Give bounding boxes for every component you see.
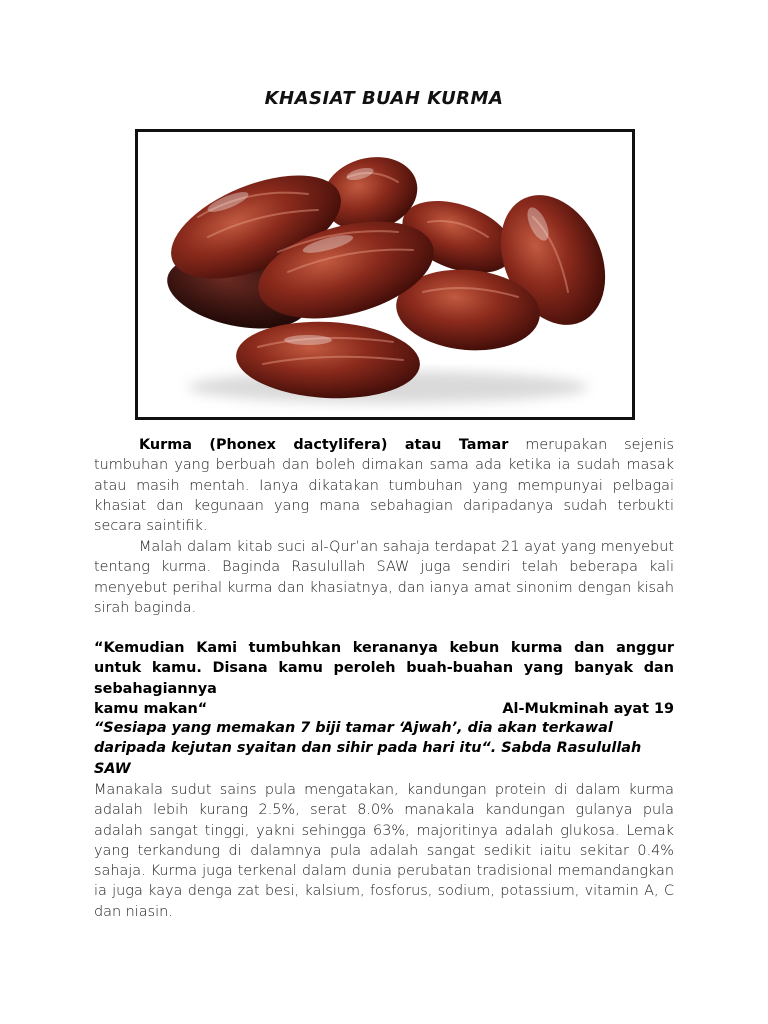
paragraph-intro bbox=[94, 435, 674, 536]
quote-hadith bbox=[94, 718, 674, 779]
quote1-text: “Kemudian Kami tumbuhkan kerananya kebun kurma dan anggur untuk kamu. Disana kamu peroleh buah-buahan yang banyak dan sebahagiannya bbox=[94, 640, 674, 697]
quote2-text: “Sesiapa yang memakan 7 biji tamar ‘Ajwah’, dia akan terkawal daripada kejutan syaitan dan sihir pada hari itu“. Sabda Rasulullah SAW bbox=[94, 720, 642, 777]
quote-mukminah bbox=[94, 638, 674, 719]
quote1-last-line: kamu makan“ bbox=[94, 700, 208, 717]
intro-bold-lead: Kurma (Phonex dactylifera) atau Tamar bbox=[139, 437, 509, 453]
quran-text: Malah dalam kitab suci al-Qur’an sahaja terdapat 21 ayat yang menyebut tentang kurma. Baginda Rasulullah SAW juga sendiri telah beberapa kali menyebut perihal kurma dan khasiatnya, dan ianya amat sinonim dengan kisah sirah baginda. bbox=[94, 539, 674, 616]
quote1-source: Al-Mukminah ayat 19 bbox=[502, 700, 674, 717]
paragraph-quran bbox=[94, 537, 674, 618]
dates-photo bbox=[135, 129, 635, 420]
page-title: KHASIAT BUAH KURMA bbox=[264, 88, 504, 109]
paragraph-science bbox=[94, 780, 674, 922]
intro-text: merupakan sejenis tumbuhan yang berbuah dan boleh dimakan sama ada ketika ia sudah masak atau masih mentah. Ianya dikatakan tumbuhan yang mempunyai pelbagai khasiat dan kegunaan yang mana sebahagian daripadanya sudah terbukti secara saintifik. bbox=[94, 437, 675, 535]
science-text: Manakala sudut sains pula mengatakan, kandungan protein di dalam kurma adalah lebih kurang 2.5%, serat 8.0% manakala kandungan gulanya pula adalah sangat tinggi, yakni sehingga 63%, majoritinya adalah glukosa. Lemak yang terkandung di dalamnya pula adalah sangat sedikit iaitu sekitar 0.4% sahaja. Kurma juga terkenal dalam dunia perubatan tradisional memandangkan ia juga kaya denga zat besi, kalsium, fosforus, sodium, potassium, vitamin A, C dan niasin. bbox=[94, 782, 674, 920]
dates-illustration bbox=[138, 132, 632, 417]
